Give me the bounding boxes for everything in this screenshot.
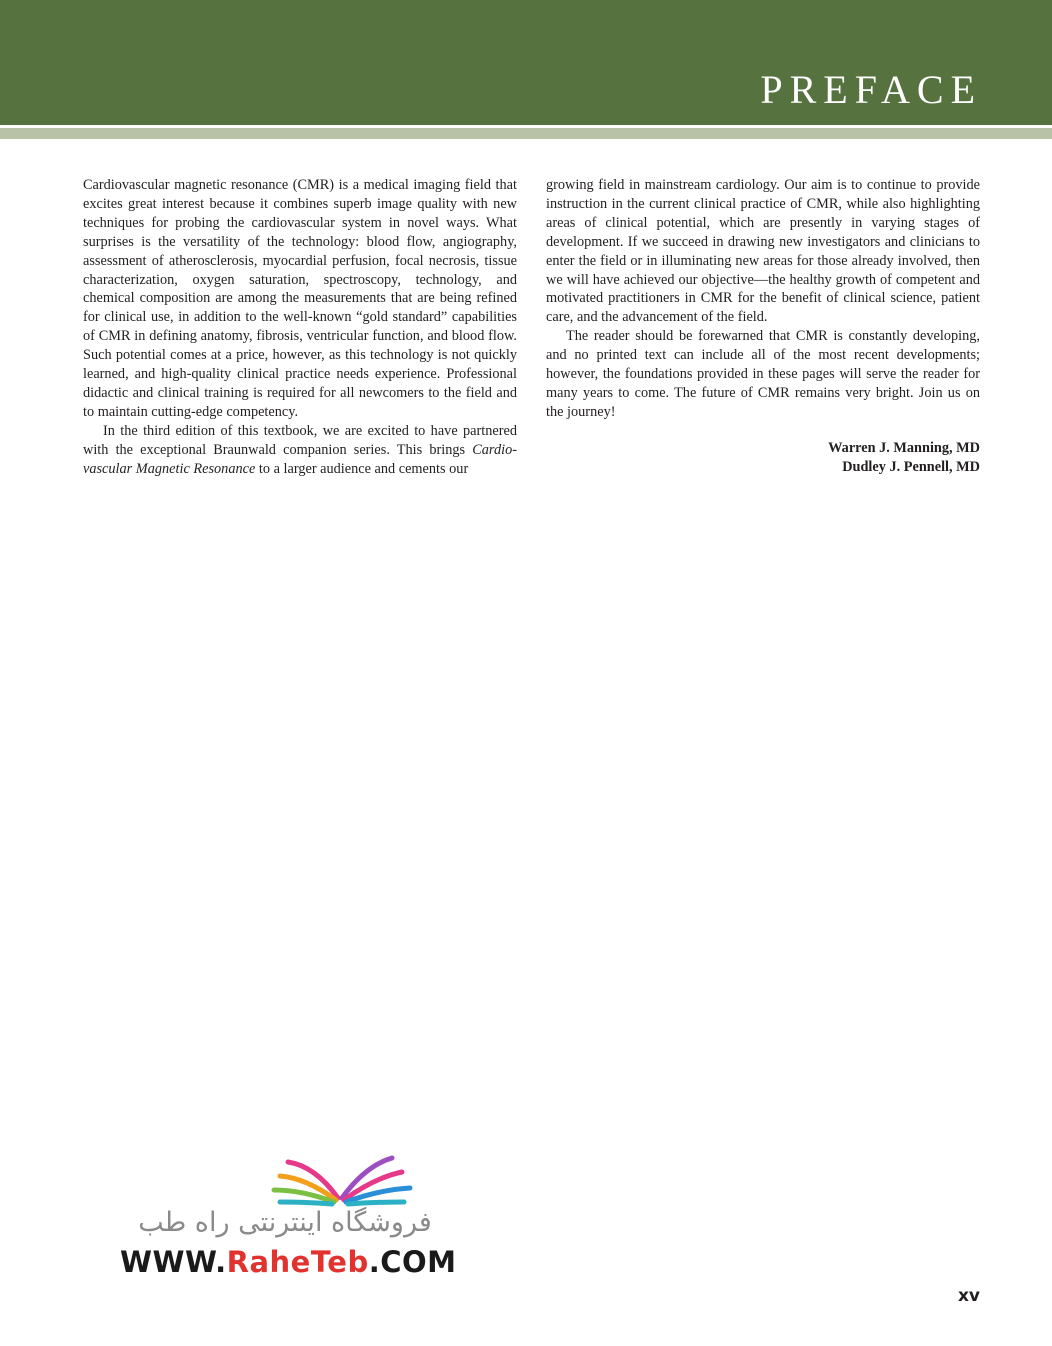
url-prefix: WWW. <box>120 1245 227 1279</box>
paragraph: The reader should be forewarned that CMR is constantly developing, and no printed text can include all of the most recent developments; however, the foundations provided in these pages will serve the reader for many years to come. The future of CMR remains very bright. Join us on the journey! <box>546 328 980 420</box>
left-column <box>83 176 517 479</box>
signature: Dudley J. Pennell, MD <box>842 458 980 475</box>
paragraph-text: In the third edition of this textbook, we are excited to have partnered with the exceptional Braunwald companion series. This brings <box>83 422 517 458</box>
watermark-persian-text: فروشگاه اینترنتی راه طب <box>138 1207 432 1238</box>
right-column <box>546 176 980 477</box>
signature: Warren J. Manning, MD <box>828 439 980 456</box>
url-brand: RaheTeb <box>226 1245 369 1279</box>
book-title: Cardiovascular Magnetic Resonance <box>83 441 517 477</box>
watermark-url <box>120 1245 457 1279</box>
watermark-logo <box>120 1148 457 1283</box>
page-number: xv <box>957 1286 980 1306</box>
page-title: PREFACE <box>760 67 982 112</box>
open-book-icon <box>120 1148 450 1208</box>
url-suffix: .COM <box>368 1245 457 1279</box>
paragraph: growing field in mainstream cardiology. Our aim is to continue to provide instruction in the current clinical practice of CMR, while also highlighting areas of clinical potential, which are presently in varying stages of development. If we succeed in drawing new investigators and clinicians to enter the field or in illuminating new areas for those already involved, then we will have achieved our objective—the healthy growth of competent and motivated practitioners in CMR for the benefit of clinical science, patient care, and the advancement of the field. <box>546 177 980 326</box>
signature-block <box>546 439 980 477</box>
header-rule <box>0 128 1052 139</box>
paragraph: Cardiovascular magnetic resonance (CMR) is a medical imaging field that excites great interest because it combines superb image quality with new techniques for probing the cardiovascular system in novel ways. What surprises is the versatility of the technology: blood flow, angiography, assessment of atherosclerosis, myocardial perfusion, focal necrosis, tissue characterization, oxygen saturation, spectroscopy, technology, and chemical composition are among the measurements that are being refined for clinical use, in addition to the well-known “gold standard” capabilities of CMR in defining anatomy, fibrosis, ventricular function, and blood flow. Such potential comes at a price, however, as this technology is not quickly learned, and high-quality clinical practice needs experience. Professional didactic and clinical training is required for all newcomers to the field and to maintain cutting-edge competency. <box>83 177 517 420</box>
paragraph-text: to a larger audience and cements our <box>255 460 469 477</box>
paragraph <box>83 422 517 479</box>
